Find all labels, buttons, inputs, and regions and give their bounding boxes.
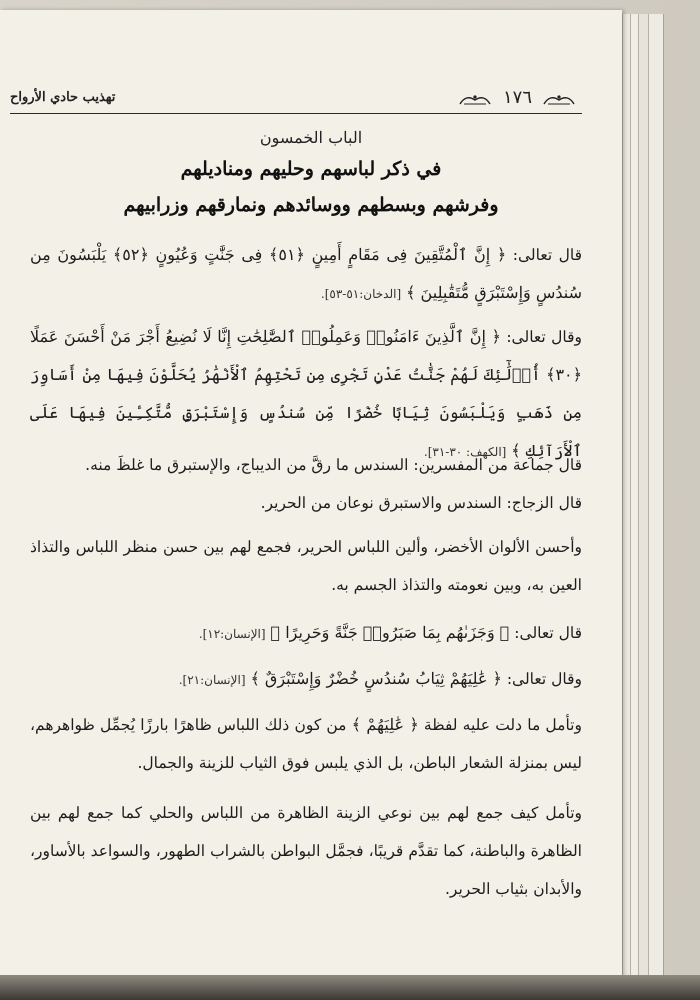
- paragraph-text: وتأمل ما دلت عليه لفظة: [423, 716, 582, 734]
- page-edge: [648, 14, 664, 986]
- chapter-label: الباب الخمسون: [259, 128, 363, 147]
- quote-intro: وقال تعالى:: [506, 670, 582, 688]
- paragraph: وأحسن الألوان الأخضر، وألين اللباس الحرير، فجمع لهم بين حسن منظر اللباس والتذاذ العين به، وبين نعومته والتذاذ الجسم به.: [30, 538, 582, 594]
- paragraph: [30, 706, 582, 782]
- ornament-icon: [458, 92, 492, 106]
- verse-reference: [الإنسان:٢١].: [178, 673, 246, 687]
- quran-verse: ﴿ إِنَّ ٱلَّذِينَ ءَامَنُوا۟ وَعَمِلُوا۟ ٱلصَّٰلِحَٰتِ إِنَّا لَا نُضِيعُ أَجْرَ مَنْ أَحْسَنَ عَمَلًا ﴿٣٠﴾ أُو۟لَٰٓئِكَ لَهُمْ جَنَّٰتُ عَدْنٍ تَجْرِى مِن تَحْتِهِمُ ٱلْأَنْهَٰرُ يُحَلَّوْنَ فِيهَا مِنْ أَسَاوِرَ مِن ذَهَبٍ وَيَلْبَسُونَ ثِيَابًا خُضْرًا مِّن سُندُسٍ وَإِسْتَبْرَقٍ مُّتَّكِـِٔينَ فِيهَا عَلَى ٱلْأَرَآئِكِ ﴾: [30, 327, 583, 460]
- paragraph: [30, 660, 582, 699]
- quran-verse: ﴿ عَٰلِيَهُمْ ثِيَابُ سُندُسٍ خُضْرٌ وَإِسْتَبْرَقٌ ﴾: [250, 669, 502, 688]
- book-page: [0, 10, 622, 982]
- paragraph: وتأمل كيف جمع لهم بين نوعي الزينة الظاهرة من اللباس والحلي كما جمع لهم بين الظاهرة والباطنة، كما تقدَّم قريبًا، فجمَّل البواطن بالشراب الطهور، والسواعد بالأساور، والأبدان بثياب الحرير.: [30, 804, 582, 898]
- paragraph: [30, 236, 582, 313]
- quran-verse: ﴿ إِنَّ ٱلْمُتَّقِينَ فِى مَقَامٍ أَمِينٍ ﴿٥١﴾ فِى جَنَّٰتٍ وَعُيُونٍ ﴿٥٢﴾ يَلْبَسُونَ مِن سُندُسٍ وَإِسْتَبْرَقٍ مُّتَقَٰبِلِينَ ﴾: [30, 245, 582, 302]
- paragraph: قال جماعة من المفسرين: السندس ما رقَّ من الديباج، والإستبرق ما غلظَ منه.: [85, 456, 582, 474]
- chapter-title-line: وفرشهم وبسطهم ووسائدهم ونمارقهم وزرابيهم: [123, 194, 499, 216]
- quote-intro: وقال تعالى:: [506, 328, 582, 346]
- quote-intro: قال تعالى:: [514, 624, 582, 642]
- quran-verse: ﴿ وَجَزَىٰهُم بِمَا صَبَرُوا۟ جَنَّةً وَحَرِيرًا ﴾: [270, 623, 510, 642]
- paragraph: [30, 614, 582, 653]
- verse-reference: [الدخان:٥١-٥٣].: [320, 287, 402, 301]
- paragraph: قال الزجاج: السندس والاستبرق نوعان من الحرير.: [260, 494, 582, 512]
- chapter-title-line: في ذكر لباسهم وحليهم ومناديلهم: [180, 158, 442, 180]
- verse-reference: [الكهف: ٣٠-٣١].: [423, 445, 507, 459]
- header-rule: [10, 113, 582, 114]
- paragraph-text: من كون ذلك اللباس ظاهرًا بارزًا يُجمِّل ظواهرهم، ليس بمنزلة الشعار الباطن، بل الذي يلبس فوق الثياب للزينة والجمال.: [30, 716, 582, 772]
- verse-reference: [الإنسان:١٢].: [198, 627, 266, 641]
- page-number: ١٧٦: [502, 87, 532, 108]
- running-header: [10, 86, 582, 112]
- book-shadow: [0, 975, 700, 1000]
- ornament-icon: [542, 92, 576, 106]
- book-title: تهذيب حادي الأرواح: [10, 90, 116, 105]
- quote-intro: قال تعالى:: [512, 246, 583, 264]
- quran-verse: ﴿ عَٰلِيَهُمْ ﴾: [351, 715, 419, 734]
